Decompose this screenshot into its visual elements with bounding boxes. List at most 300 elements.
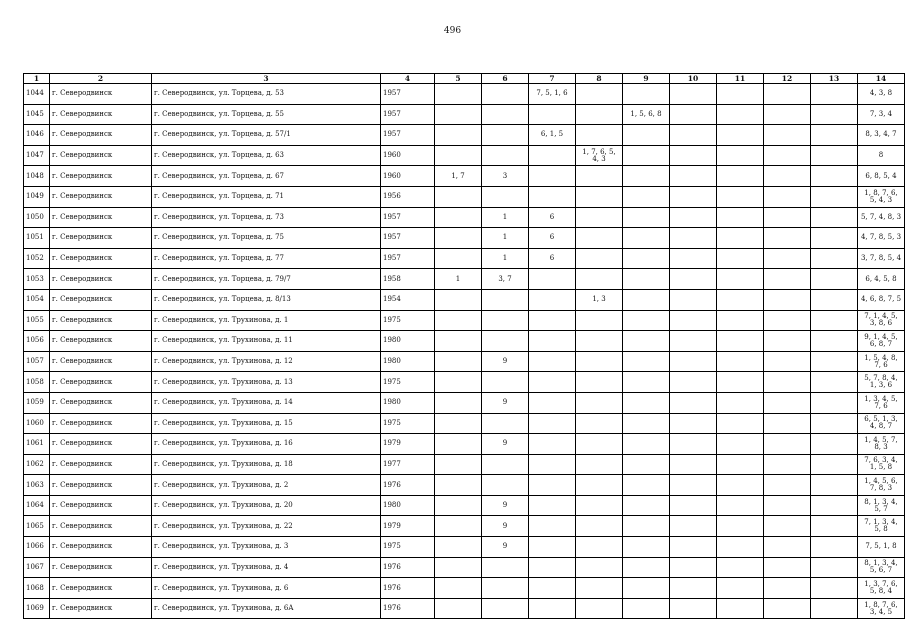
table-cell: 8, 1, 3, 4, 5, 7 — [858, 495, 905, 516]
table-cell — [764, 392, 811, 413]
table-cell — [529, 537, 576, 558]
table-row — [24, 84, 905, 105]
column-header: 13 — [811, 74, 858, 84]
table-cell: г. Северодвинск, ул. Трухинова, д. 1 — [152, 310, 381, 331]
table-cell — [764, 84, 811, 105]
table-cell — [764, 310, 811, 331]
table-cell — [529, 372, 576, 393]
table-cell — [482, 84, 529, 105]
table-cell — [435, 248, 482, 269]
table-row — [24, 434, 905, 455]
table-cell: 1956 — [381, 186, 435, 207]
table-cell — [717, 413, 764, 434]
table-cell — [576, 598, 623, 619]
table-cell: 1, 4, 5, 6, 7, 8, 3 — [858, 475, 905, 496]
table-cell — [576, 475, 623, 496]
table-row — [24, 495, 905, 516]
table-cell — [576, 104, 623, 125]
table-cell — [764, 516, 811, 537]
table-cell — [529, 557, 576, 578]
table-row — [24, 413, 905, 434]
table-row — [24, 125, 905, 146]
table-cell: г. Северодвинск, ул. Трухинова, д. 4 — [152, 557, 381, 578]
table-cell: 1980 — [381, 331, 435, 352]
data-table — [23, 73, 905, 619]
table-row — [24, 186, 905, 207]
table-cell — [482, 104, 529, 125]
table-cell: г. Северодвинск — [50, 372, 152, 393]
table-row — [24, 248, 905, 269]
table-cell — [435, 289, 482, 310]
table-cell: 1976 — [381, 598, 435, 619]
table-cell — [717, 166, 764, 187]
table-cell — [576, 166, 623, 187]
table-cell: 8, 1, 3, 4, 5, 6, 7 — [858, 557, 905, 578]
table-cell: г. Северодвинск — [50, 537, 152, 558]
table-cell — [529, 166, 576, 187]
table-cell: г. Северодвинск — [50, 578, 152, 599]
table-cell — [482, 598, 529, 619]
table-cell: 1057 — [24, 351, 50, 372]
table-cell — [529, 351, 576, 372]
table-cell: г. Северодвинск — [50, 475, 152, 496]
table-cell — [717, 537, 764, 558]
table-cell: 1, 7, 6, 5, 4, 3 — [576, 145, 623, 166]
table-cell: 9 — [482, 516, 529, 537]
table-cell — [764, 495, 811, 516]
table-cell: г. Северодвинск — [50, 248, 152, 269]
table-cell: 1 — [435, 269, 482, 290]
table-cell: 1064 — [24, 495, 50, 516]
table-cell — [717, 495, 764, 516]
table-cell: 7, 3, 4 — [858, 104, 905, 125]
table-cell — [764, 454, 811, 475]
table-cell: г. Северодвинск, ул. Трухинова, д. 12 — [152, 351, 381, 372]
table-cell — [576, 434, 623, 455]
table-cell: 9 — [482, 392, 529, 413]
table-cell — [435, 475, 482, 496]
table-row — [24, 598, 905, 619]
table-cell: 1060 — [24, 413, 50, 434]
table-row — [24, 228, 905, 249]
table-row — [24, 310, 905, 331]
table-row — [24, 475, 905, 496]
table-cell — [717, 104, 764, 125]
table-cell: г. Северодвинск, ул. Трухинова, д. 2 — [152, 475, 381, 496]
table-cell: 1049 — [24, 186, 50, 207]
table-cell: г. Северодвинск, ул. Трухинова, д. 11 — [152, 331, 381, 352]
table-cell — [717, 269, 764, 290]
table-cell — [670, 125, 717, 146]
table-cell — [717, 145, 764, 166]
table-cell — [670, 84, 717, 105]
table-cell — [717, 392, 764, 413]
table-cell — [529, 289, 576, 310]
table-cell — [717, 578, 764, 599]
table-cell — [811, 289, 858, 310]
table-cell — [435, 557, 482, 578]
table-cell — [670, 434, 717, 455]
column-header: 1 — [24, 74, 50, 84]
table-cell: 1980 — [381, 351, 435, 372]
table-cell — [717, 289, 764, 310]
column-header: 6 — [482, 74, 529, 84]
table-cell — [811, 454, 858, 475]
table-cell — [435, 186, 482, 207]
table-cell — [482, 289, 529, 310]
table-cell — [623, 372, 670, 393]
table-cell — [811, 269, 858, 290]
table-cell: г. Северодвинск, ул. Трухинова, д. 20 — [152, 495, 381, 516]
table-cell: 1960 — [381, 166, 435, 187]
table-cell: г. Северодвинск — [50, 413, 152, 434]
table-cell: 1976 — [381, 557, 435, 578]
table-cell — [576, 84, 623, 105]
table-cell — [670, 495, 717, 516]
table-cell — [482, 475, 529, 496]
table-cell: 1065 — [24, 516, 50, 537]
header-row — [24, 74, 905, 84]
table-cell: г. Северодвинск, ул. Трухинова, д. 6А — [152, 598, 381, 619]
table-cell — [623, 537, 670, 558]
table-cell — [576, 372, 623, 393]
table-cell: 1976 — [381, 578, 435, 599]
table-cell — [717, 516, 764, 537]
table-cell — [576, 537, 623, 558]
table-cell — [764, 248, 811, 269]
table-cell — [717, 454, 764, 475]
table-cell — [811, 207, 858, 228]
table-cell — [623, 331, 670, 352]
table-cell — [670, 454, 717, 475]
table-cell: 1, 7 — [435, 166, 482, 187]
table-cell: 1975 — [381, 537, 435, 558]
table-cell — [482, 413, 529, 434]
table-cell — [576, 248, 623, 269]
table-cell — [811, 475, 858, 496]
table-cell: 6 — [529, 207, 576, 228]
table-cell — [811, 351, 858, 372]
table-cell — [529, 269, 576, 290]
table-cell — [623, 475, 670, 496]
table-cell: 1061 — [24, 434, 50, 455]
table-cell: 6 — [529, 228, 576, 249]
table-cell — [623, 310, 670, 331]
table-cell — [717, 557, 764, 578]
table-cell — [576, 392, 623, 413]
table-cell — [670, 269, 717, 290]
table-cell — [623, 84, 670, 105]
table-cell — [811, 104, 858, 125]
table-cell — [435, 125, 482, 146]
table-cell — [764, 125, 811, 146]
table-cell: г. Северодвинск — [50, 289, 152, 310]
table-cell: г. Северодвинск, ул. Торцева, д. 55 — [152, 104, 381, 125]
table-cell: 1067 — [24, 557, 50, 578]
page-number: 496 — [443, 26, 462, 36]
table-cell — [764, 434, 811, 455]
table-cell — [435, 434, 482, 455]
table-cell — [576, 310, 623, 331]
table-cell: 9 — [482, 537, 529, 558]
table-cell — [811, 186, 858, 207]
table-cell — [717, 186, 764, 207]
table-cell — [811, 495, 858, 516]
table-cell — [811, 84, 858, 105]
table-cell: г. Северодвинск — [50, 495, 152, 516]
table-cell — [670, 557, 717, 578]
table-cell: 1957 — [381, 248, 435, 269]
table-cell: 1957 — [381, 84, 435, 105]
table-cell — [811, 598, 858, 619]
table-cell: 1980 — [381, 392, 435, 413]
table-cell: 1052 — [24, 248, 50, 269]
table-cell — [529, 392, 576, 413]
table-cell: 1958 — [381, 269, 435, 290]
table-cell: г. Северодвинск — [50, 186, 152, 207]
table-cell — [529, 578, 576, 599]
table-row — [24, 145, 905, 166]
table-cell: 1046 — [24, 125, 50, 146]
table-cell — [764, 289, 811, 310]
table-cell: 9 — [482, 434, 529, 455]
table-cell: 1, 3 — [576, 289, 623, 310]
table-cell — [717, 310, 764, 331]
table-cell — [435, 145, 482, 166]
table-cell — [811, 331, 858, 352]
table-cell: г. Северодвинск, ул. Торцева, д. 73 — [152, 207, 381, 228]
table-row — [24, 331, 905, 352]
table-cell — [764, 372, 811, 393]
table-cell — [576, 186, 623, 207]
table-cell — [811, 145, 858, 166]
table-cell: 7, 5, 1, 8 — [858, 537, 905, 558]
table-cell — [670, 413, 717, 434]
table-cell: г. Северодвинск, ул. Трухинова, д. 15 — [152, 413, 381, 434]
table-cell: г. Северодвинск, ул. Торцева, д. 67 — [152, 166, 381, 187]
table-cell: 1045 — [24, 104, 50, 125]
table-cell: 1975 — [381, 413, 435, 434]
table-cell — [811, 248, 858, 269]
table-cell: 5, 7, 4, 8, 3 — [858, 207, 905, 228]
table-cell — [482, 310, 529, 331]
table-cell — [576, 557, 623, 578]
column-header: 10 — [670, 74, 717, 84]
table-cell: 9 — [482, 351, 529, 372]
table-cell: 6, 1, 5 — [529, 125, 576, 146]
table-cell — [670, 228, 717, 249]
table-cell — [435, 454, 482, 475]
column-header: 14 — [858, 74, 905, 84]
table-cell — [670, 578, 717, 599]
table-cell — [576, 269, 623, 290]
table-cell: г. Северодвинск — [50, 392, 152, 413]
table-cell: 1, 3, 4, 5, 7, 6 — [858, 392, 905, 413]
table-cell: г. Северодвинск — [50, 145, 152, 166]
column-header: 8 — [576, 74, 623, 84]
table-cell — [811, 310, 858, 331]
table-cell — [670, 186, 717, 207]
column-header: 12 — [764, 74, 811, 84]
table-cell — [435, 392, 482, 413]
table-cell: г. Северодвинск — [50, 228, 152, 249]
table-cell — [717, 207, 764, 228]
table-cell — [764, 578, 811, 599]
table-cell — [435, 537, 482, 558]
table-cell — [811, 125, 858, 146]
table-cell — [670, 516, 717, 537]
table-body — [24, 84, 905, 619]
table-cell: 1, 8, 7, 6, 5, 4, 3 — [858, 186, 905, 207]
table-cell: 7, 1, 3, 4, 5, 8 — [858, 516, 905, 537]
column-header: 9 — [623, 74, 670, 84]
table-cell: г. Северодвинск, ул. Трухинова, д. 18 — [152, 454, 381, 475]
table-cell — [529, 516, 576, 537]
table-cell — [529, 145, 576, 166]
table-cell: г. Северодвинск, ул. Трухинова, д. 13 — [152, 372, 381, 393]
table-cell: г. Северодвинск, ул. Торцева, д. 8/13 — [152, 289, 381, 310]
table-cell — [435, 310, 482, 331]
table-cell — [623, 351, 670, 372]
table-cell — [717, 372, 764, 393]
table-cell: 1975 — [381, 372, 435, 393]
table-cell: г. Северодвинск — [50, 84, 152, 105]
table-cell — [435, 84, 482, 105]
table-cell — [811, 392, 858, 413]
table-cell — [764, 186, 811, 207]
table-cell — [670, 248, 717, 269]
column-header: 7 — [529, 74, 576, 84]
table-cell — [435, 495, 482, 516]
table-cell — [670, 372, 717, 393]
table-cell — [811, 578, 858, 599]
table-cell: 6, 4, 5, 8 — [858, 269, 905, 290]
table-cell: г. Северодвинск, ул. Трухинова, д. 16 — [152, 434, 381, 455]
table-cell — [435, 598, 482, 619]
table-cell — [529, 310, 576, 331]
table-cell — [482, 454, 529, 475]
table-cell: 1979 — [381, 434, 435, 455]
table-cell: 1053 — [24, 269, 50, 290]
table-row — [24, 516, 905, 537]
table-cell — [811, 537, 858, 558]
table-cell — [764, 475, 811, 496]
table-cell: 1957 — [381, 125, 435, 146]
table-cell — [576, 207, 623, 228]
table-cell: 8 — [858, 145, 905, 166]
table-cell: 1056 — [24, 331, 50, 352]
table-cell: г. Северодвинск — [50, 454, 152, 475]
table-cell — [764, 598, 811, 619]
table-cell — [764, 166, 811, 187]
table-cell — [623, 248, 670, 269]
table-cell: 1960 — [381, 145, 435, 166]
table-cell: г. Северодвинск — [50, 207, 152, 228]
table-cell: 3 — [482, 166, 529, 187]
table-cell — [670, 331, 717, 352]
table-cell — [717, 228, 764, 249]
table-cell — [811, 372, 858, 393]
table-cell — [764, 145, 811, 166]
table-cell — [623, 207, 670, 228]
table-cell — [717, 598, 764, 619]
table-cell — [623, 269, 670, 290]
table-cell — [623, 454, 670, 475]
table-cell — [717, 248, 764, 269]
table-cell: г. Северодвинск — [50, 166, 152, 187]
table-cell: 1, 8, 7, 6, 3, 4, 5 — [858, 598, 905, 619]
table-cell: 1055 — [24, 310, 50, 331]
table-cell — [623, 516, 670, 537]
table-cell: г. Северодвинск, ул. Торцева, д. 77 — [152, 248, 381, 269]
table-cell: 8, 3, 4, 7 — [858, 125, 905, 146]
table-cell — [482, 578, 529, 599]
table-cell — [764, 269, 811, 290]
table-cell: 1957 — [381, 207, 435, 228]
table-cell — [811, 228, 858, 249]
table-row — [24, 351, 905, 372]
table-cell — [576, 578, 623, 599]
table-cell: 1976 — [381, 475, 435, 496]
table-cell: г. Северодвинск, ул. Трухинова, д. 3 — [152, 537, 381, 558]
table-cell: 7, 6, 3, 4, 1, 5, 8 — [858, 454, 905, 475]
table-cell — [670, 392, 717, 413]
table-row — [24, 557, 905, 578]
table-cell: 1 — [482, 207, 529, 228]
table-cell — [811, 557, 858, 578]
table-cell: г. Северодвинск — [50, 125, 152, 146]
table-cell: г. Северодвинск, ул. Трухинова, д. 14 — [152, 392, 381, 413]
table-cell — [435, 104, 482, 125]
table-row — [24, 289, 905, 310]
table-cell — [435, 228, 482, 249]
table-cell: 1069 — [24, 598, 50, 619]
table-cell — [670, 207, 717, 228]
table-row — [24, 104, 905, 125]
table-cell: г. Северодвинск — [50, 331, 152, 352]
table-cell — [482, 557, 529, 578]
table-cell — [811, 413, 858, 434]
table-cell — [623, 289, 670, 310]
table-cell — [764, 228, 811, 249]
table-cell: 1051 — [24, 228, 50, 249]
table-cell: 3, 7 — [482, 269, 529, 290]
table-cell — [435, 207, 482, 228]
table-cell: 1050 — [24, 207, 50, 228]
table-cell — [529, 104, 576, 125]
table-cell: 7, 1, 4, 5, 3, 8, 6 — [858, 310, 905, 331]
table-cell — [482, 372, 529, 393]
table-cell — [529, 495, 576, 516]
table-cell: г. Северодвинск — [50, 598, 152, 619]
table-cell — [623, 125, 670, 146]
table-cell: 1979 — [381, 516, 435, 537]
table-cell — [576, 516, 623, 537]
table-cell — [764, 413, 811, 434]
table-cell — [576, 454, 623, 475]
table-cell: г. Северодвинск — [50, 310, 152, 331]
table-cell: 1, 5, 6, 8 — [623, 104, 670, 125]
table-cell — [811, 434, 858, 455]
table-cell: 1044 — [24, 84, 50, 105]
table-cell — [576, 495, 623, 516]
table-cell: 1058 — [24, 372, 50, 393]
table-cell — [717, 434, 764, 455]
table-cell: 1, 4, 5, 7, 8, 3 — [858, 434, 905, 455]
table-cell: 1, 5, 4, 8, 7, 6 — [858, 351, 905, 372]
table-cell — [623, 186, 670, 207]
table-cell — [670, 289, 717, 310]
